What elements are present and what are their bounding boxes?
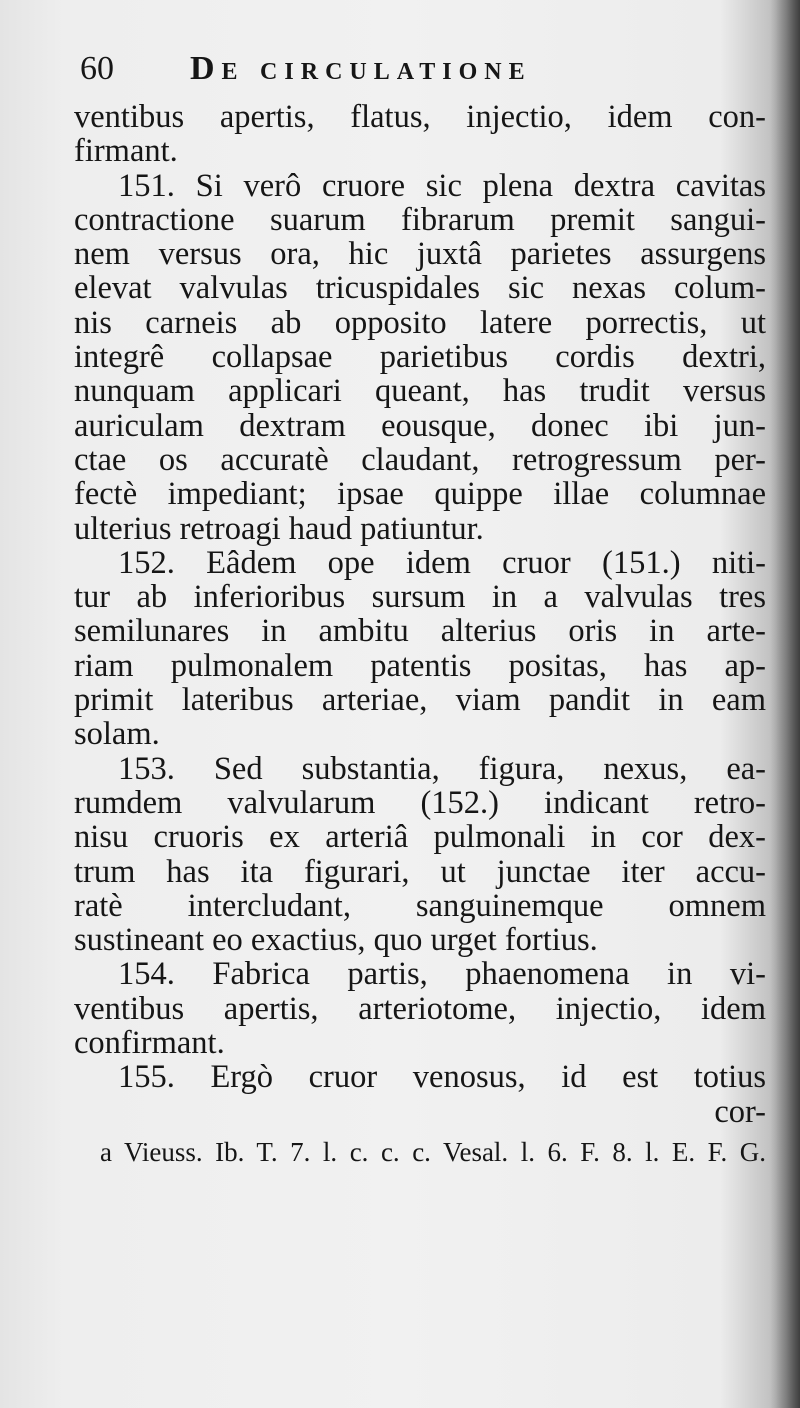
text-line: nem versus ora, hic juxtâ parietes assurgens xyxy=(74,236,766,273)
text-line: ventibus apertis, flatus, injectio, idem con- xyxy=(74,99,766,135)
text-line: riam pulmonalem patentis positas, has ap- xyxy=(74,647,766,684)
text-line: ratè intercludant, sanguinemque omnem xyxy=(74,887,766,924)
text-line: fectè impediant; ipsae quippe illae columnae xyxy=(74,476,766,513)
text-line: integrê collapsae parietibus cordis dextri, xyxy=(74,339,766,376)
text-line: auriculam dextram eousque, donec ibi jun- xyxy=(74,407,766,444)
catchword: cor- xyxy=(714,1093,766,1130)
text-line: 152. Eâdem ope idem cruor (151.) niti- xyxy=(118,544,766,581)
text-line: tur ab inferioribus sursum in a valvulas tres xyxy=(74,579,766,616)
text-line: primit lateribus arteriae, viam pandit in eam xyxy=(74,682,766,719)
text-line: nunquam applicari queant, has trudit versus xyxy=(74,373,766,410)
text-line: 155. Ergò cruor venosus, id est totius xyxy=(118,1059,766,1096)
text-line: solam. xyxy=(74,716,160,753)
text-line: nisu cruoris ex arteriâ pulmonali in cor dex- xyxy=(74,819,766,856)
text-line: 151. Si verô cruore sic plena dextra cavitas xyxy=(118,167,766,204)
text-line: sustineant eo exactius, quo urget fortius. xyxy=(74,922,598,959)
text-line: trum has ita figurari, ut junctae iter accu- xyxy=(74,853,766,890)
page-text xyxy=(74,52,766,1167)
page-gutter-shadow xyxy=(770,0,800,1408)
text-line: 154. Fabrica partis, phaenomena in vi- xyxy=(118,956,766,993)
text-line: contractione suarum fibrarum premit sangui- xyxy=(74,201,766,238)
page-number: 60 xyxy=(80,50,114,87)
running-head xyxy=(80,52,766,96)
text-line: semilunares in ambitu alterius oris in arte- xyxy=(74,613,766,650)
text-line: ventibus apertis, arteriotome, injectio, idem xyxy=(74,990,766,1027)
text-line: 153. Sed substantia, figura, nexus, ea- xyxy=(118,750,766,787)
text-line: confirmant. xyxy=(74,1025,225,1062)
footnote: a Vieuss. Ib. T. 7. l. c. c. c. Vesal. l. 6. F. 8. l. E. F. G. xyxy=(100,1136,766,1167)
text-line: ulterius retroagi haud patiuntur. xyxy=(74,510,484,547)
text-line: nis carneis ab opposito latere porrectis, ut xyxy=(74,304,766,341)
running-title: De circulatione xyxy=(190,50,532,87)
body-text xyxy=(74,100,766,1095)
text-line: elevat valvulas tricuspidales sic nexas colum- xyxy=(74,270,766,307)
text-line: ctae os accuratè claudant, retrogressum per- xyxy=(74,441,766,478)
text-line: rumdem valvularum (152.) indicant retro- xyxy=(74,784,766,821)
text-line: firmant. xyxy=(74,133,178,170)
